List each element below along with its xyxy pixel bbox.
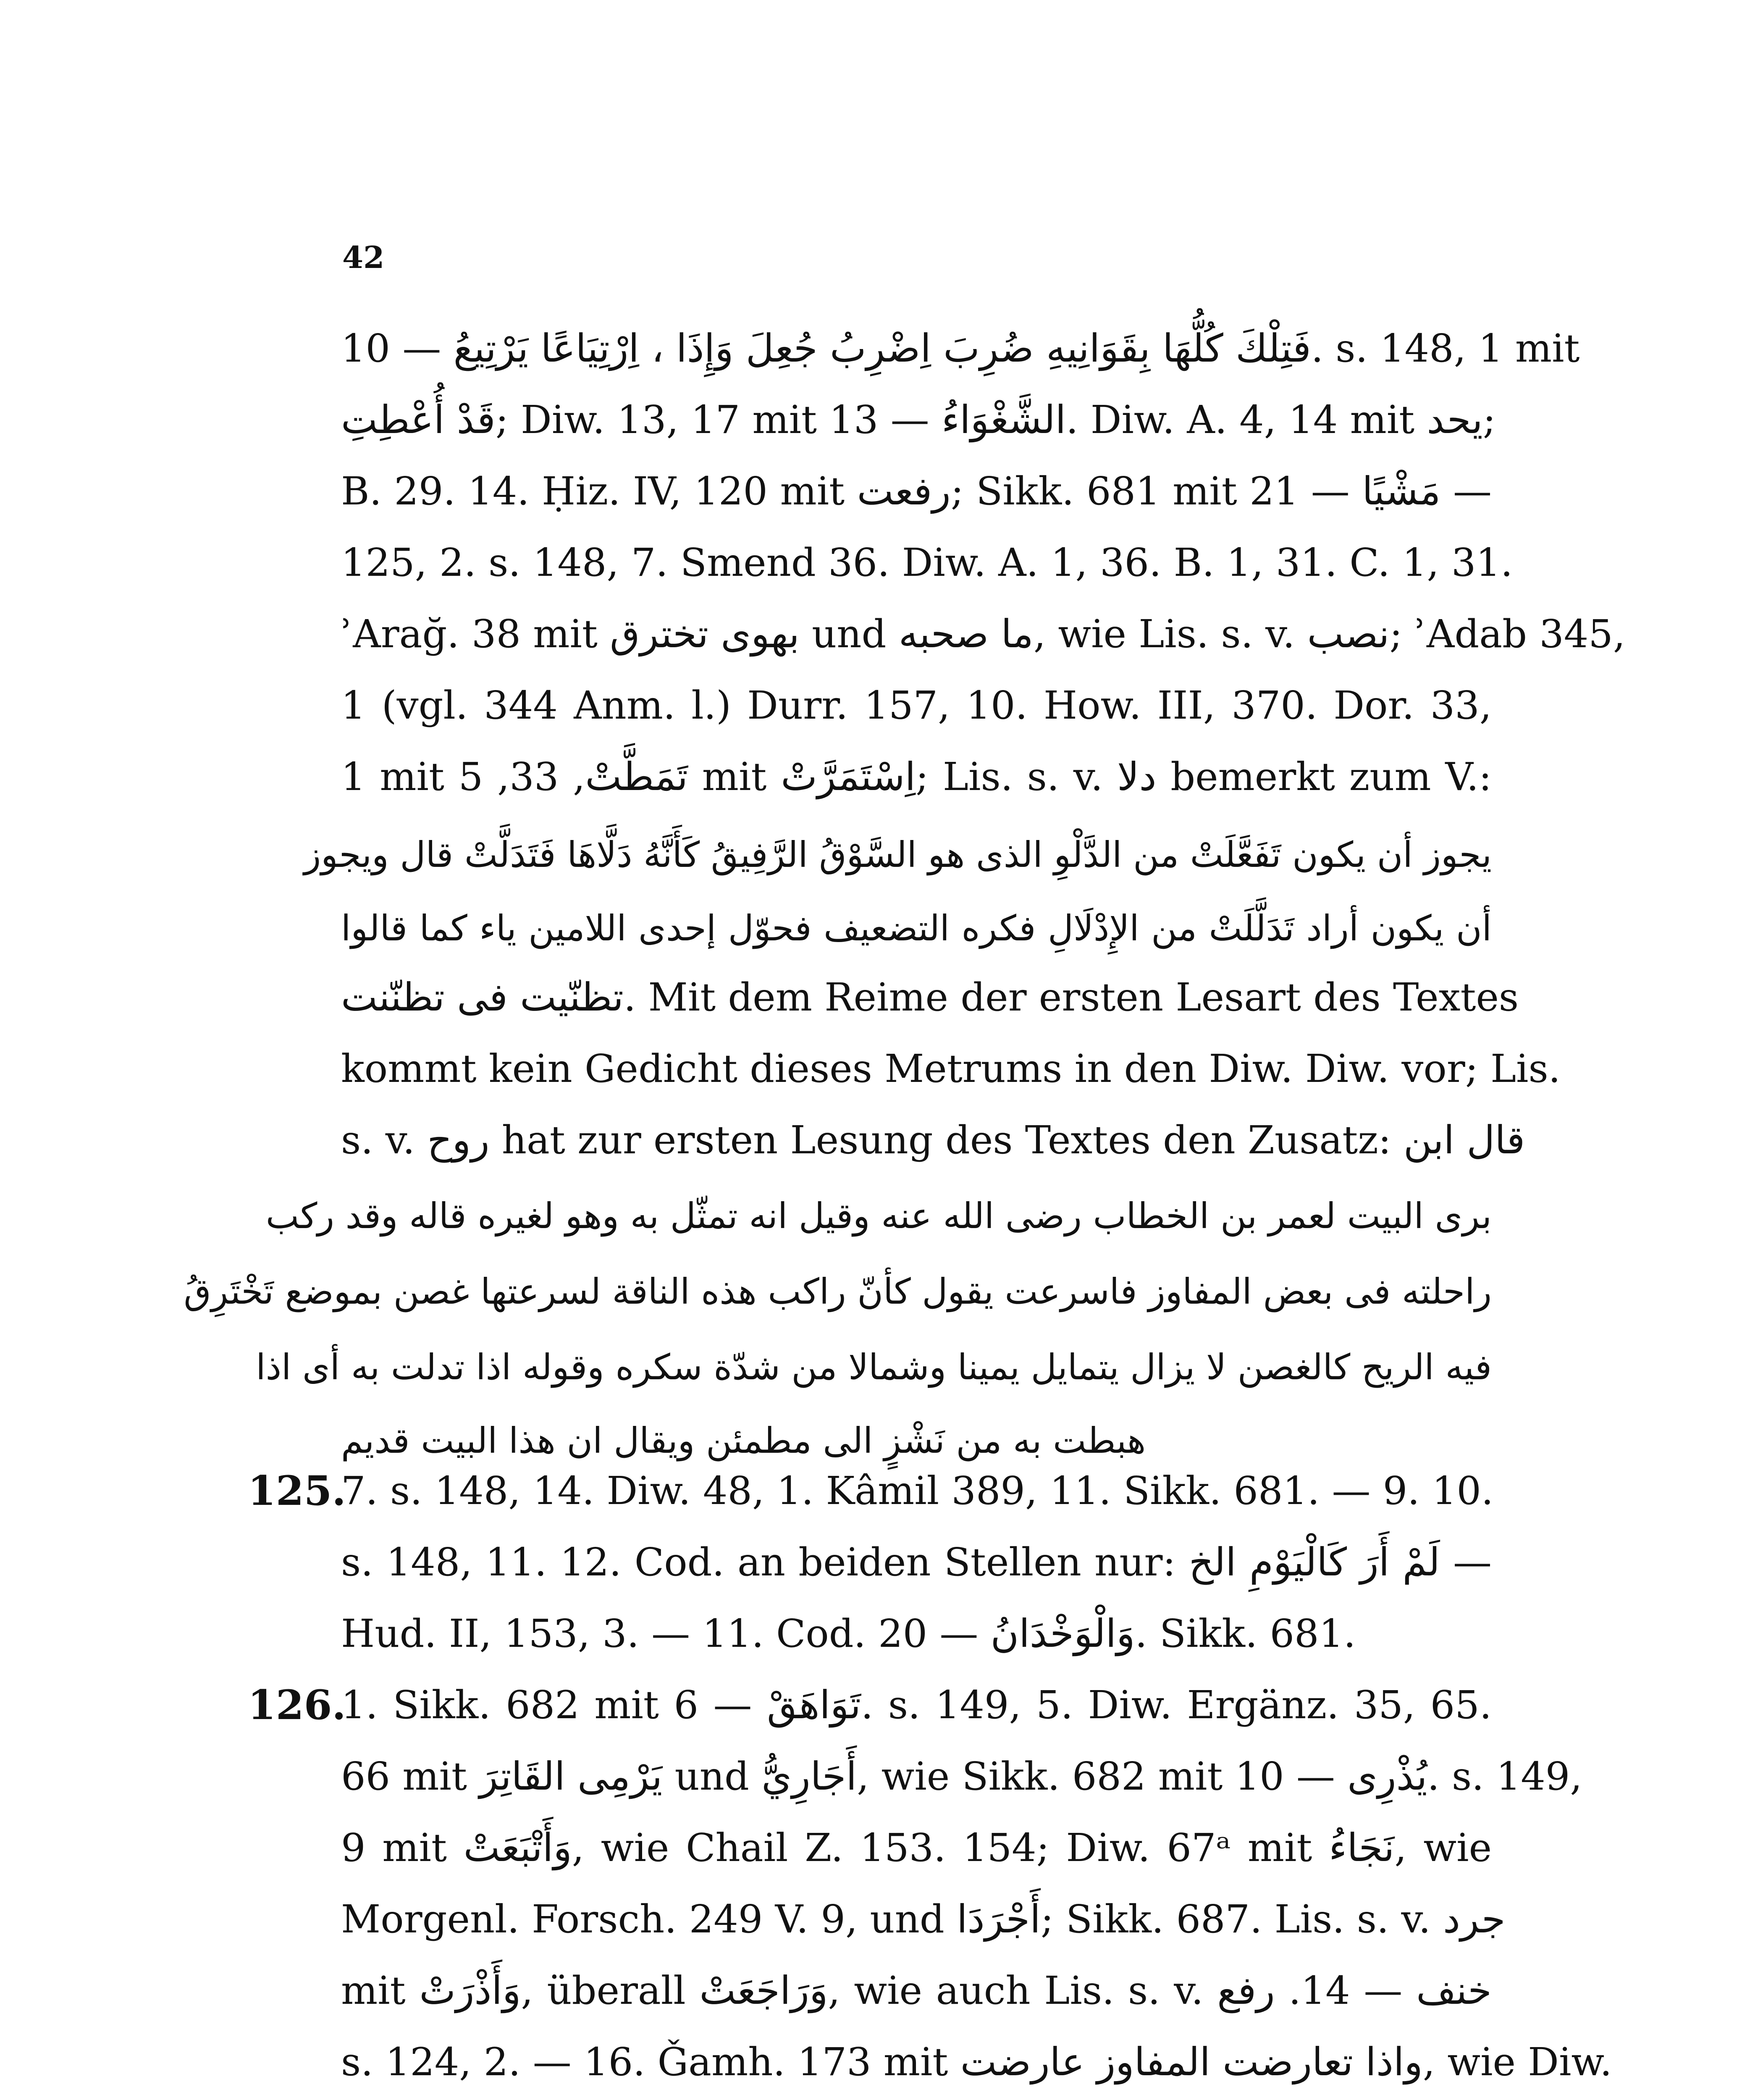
text-line: 7. s. 148, 14. Diw. 48, 1. Kâmil 389, 11. Sikk. 681. — 9. 10. bbox=[341, 1468, 1494, 1513]
text-line: s. 124, 2. — 16. Ǧamh. 173 mit واذا تعارضت المفاوز عارضت, wie Diw. bbox=[341, 2040, 1612, 2084]
text-line: تظنّيت فى تظنّنت. Mit dem Reime der ersten Lesart des Textes bbox=[341, 975, 1519, 1020]
text-line: 1. Sikk. 682 mit تَوَاهَقْ — 6. s. 149, 5. Diw. Ergänz. 35, 65. bbox=[341, 1683, 1492, 1727]
text-line: kommt kein Gedicht dieses Metrums in den Diw. Diw. vor; Lis. bbox=[341, 1046, 1561, 1091]
arabic-text-line: هبطت به من نَشْزٍ الى مطمئن ويقال ان هذا البيت قديم bbox=[341, 1420, 1146, 1461]
text-line: B. 29. 14. Ḥiz. IV, 120 mit رفعت; Sikk. 681 mit مَشْيًا — 21 — bbox=[341, 469, 1492, 514]
arabic-text-line: برى البيت لعمر بن الخطاب رضى الله عنه وقيل انه تمثّل به وهو لغيره قاله وقد ركب bbox=[265, 1195, 1492, 1236]
text-line: قَدْ أُعْطِتِ; Diw. 13, 17 mit الشَّغْوَاءُ — 13. Diw. A. 4, 14 mit يحد; bbox=[341, 397, 1496, 442]
arabic-text-line: فيه الريح كالغصن لا يزال يتمايل يمينا وشمالا من شدّة سكره وقوله اذا تدلت به أى اذا bbox=[256, 1347, 1492, 1388]
text-line: s. v. روح hat zur ersten Lesung des Textes den Zusatz: قال ابن bbox=[341, 1118, 1525, 1163]
text-line: 1 (vgl. 344 Anm. l.) Durr. 157, 10. How. III, 370. Dor. 33, bbox=[341, 683, 1492, 728]
text-line: فَتِلْكَ كُلُّهَا بِقَوَانِيهِ ضُرِبَ اِضْرِبُ جُعِلَ وَإِذَا ، اِرْتِيَاعًا يَرْتِيعُ — 10. s. 148, 1 mit bbox=[341, 326, 1580, 371]
text-line: 66 mit يَرْمِى القَاتِرَ und أَجَارِيُّ, wie Sikk. 682 mit يُذْرِى — 10. s. 149, bbox=[341, 1754, 1582, 1799]
text-line bbox=[341, 2098, 1492, 2100]
text-line: ʾArağ. 38 mit بهوى تخترق und ما صحبه, wie Lis. s. v. نصب; ʾAdab 345, bbox=[341, 612, 1626, 656]
entry-number: 126. bbox=[248, 1681, 346, 1729]
text-line: 1 mit تَمَطَّتْ, 33, 5 mit اِسْتَمَرَّتْ; Lis. s. v. دلا bemerkt zum V.: bbox=[341, 754, 1492, 799]
text-line: Hud. II, 153, 3. — 11. Cod. وَالْوَخْدَانُ — 20. Sikk. 681. bbox=[341, 1611, 1356, 1656]
arabic-text-line: أن يكون أراد تَدَلَّلَتْ من الإِدْلَالِ فكره التضعيف فحوّل إحدى اللامين ياء كما قالوا bbox=[341, 908, 1492, 949]
arabic-text-line: راحلته فى بعض المفاوز فاسرعت يقول كأنّ راكب هذه الناقة لسرعتها غصن بموضع تَخْتَرِقُ bbox=[184, 1271, 1492, 1312]
text-line: 9 mit وَأَتْبَعَتْ, wie Chail Z. 153. 154; Diw. 67ᵃ mit نَجَاءُ, wie bbox=[341, 1825, 1492, 1870]
entry-number: 125. bbox=[248, 1467, 346, 1515]
text-line: Morgenl. Forsch. 249 V. 9, und أَجْرَدَا; Sikk. 687. Lis. s. v. جرد bbox=[341, 1897, 1506, 1942]
arabic-text-line: يجوز أن يكون تَفَعَّلَتْ من الدَّلْوِ الذى هو السَّوْقُ الرَّفِيقُ كَأَنَّهُ دَلَّاهَا فَتَدَلَّتْ قال ويجوز bbox=[304, 834, 1492, 875]
text-line: s. 148, 11. 12. Cod. an beiden Stellen nur: لَمْ أَرَ كَالْيَوْمِ الخ — bbox=[341, 1540, 1492, 1585]
text-line: 125, 2. s. 148, 7. Smend 36. Diw. A. 1, 36. B. 1, 31. C. 1, 31. bbox=[341, 540, 1513, 585]
text-line: mit وَأَذْرَتْ, überall وَرَاجَعَتْ, wie auch Lis. s. v. خنف — 14. رفع bbox=[341, 1968, 1492, 2013]
page-number: 42 bbox=[342, 239, 385, 275]
